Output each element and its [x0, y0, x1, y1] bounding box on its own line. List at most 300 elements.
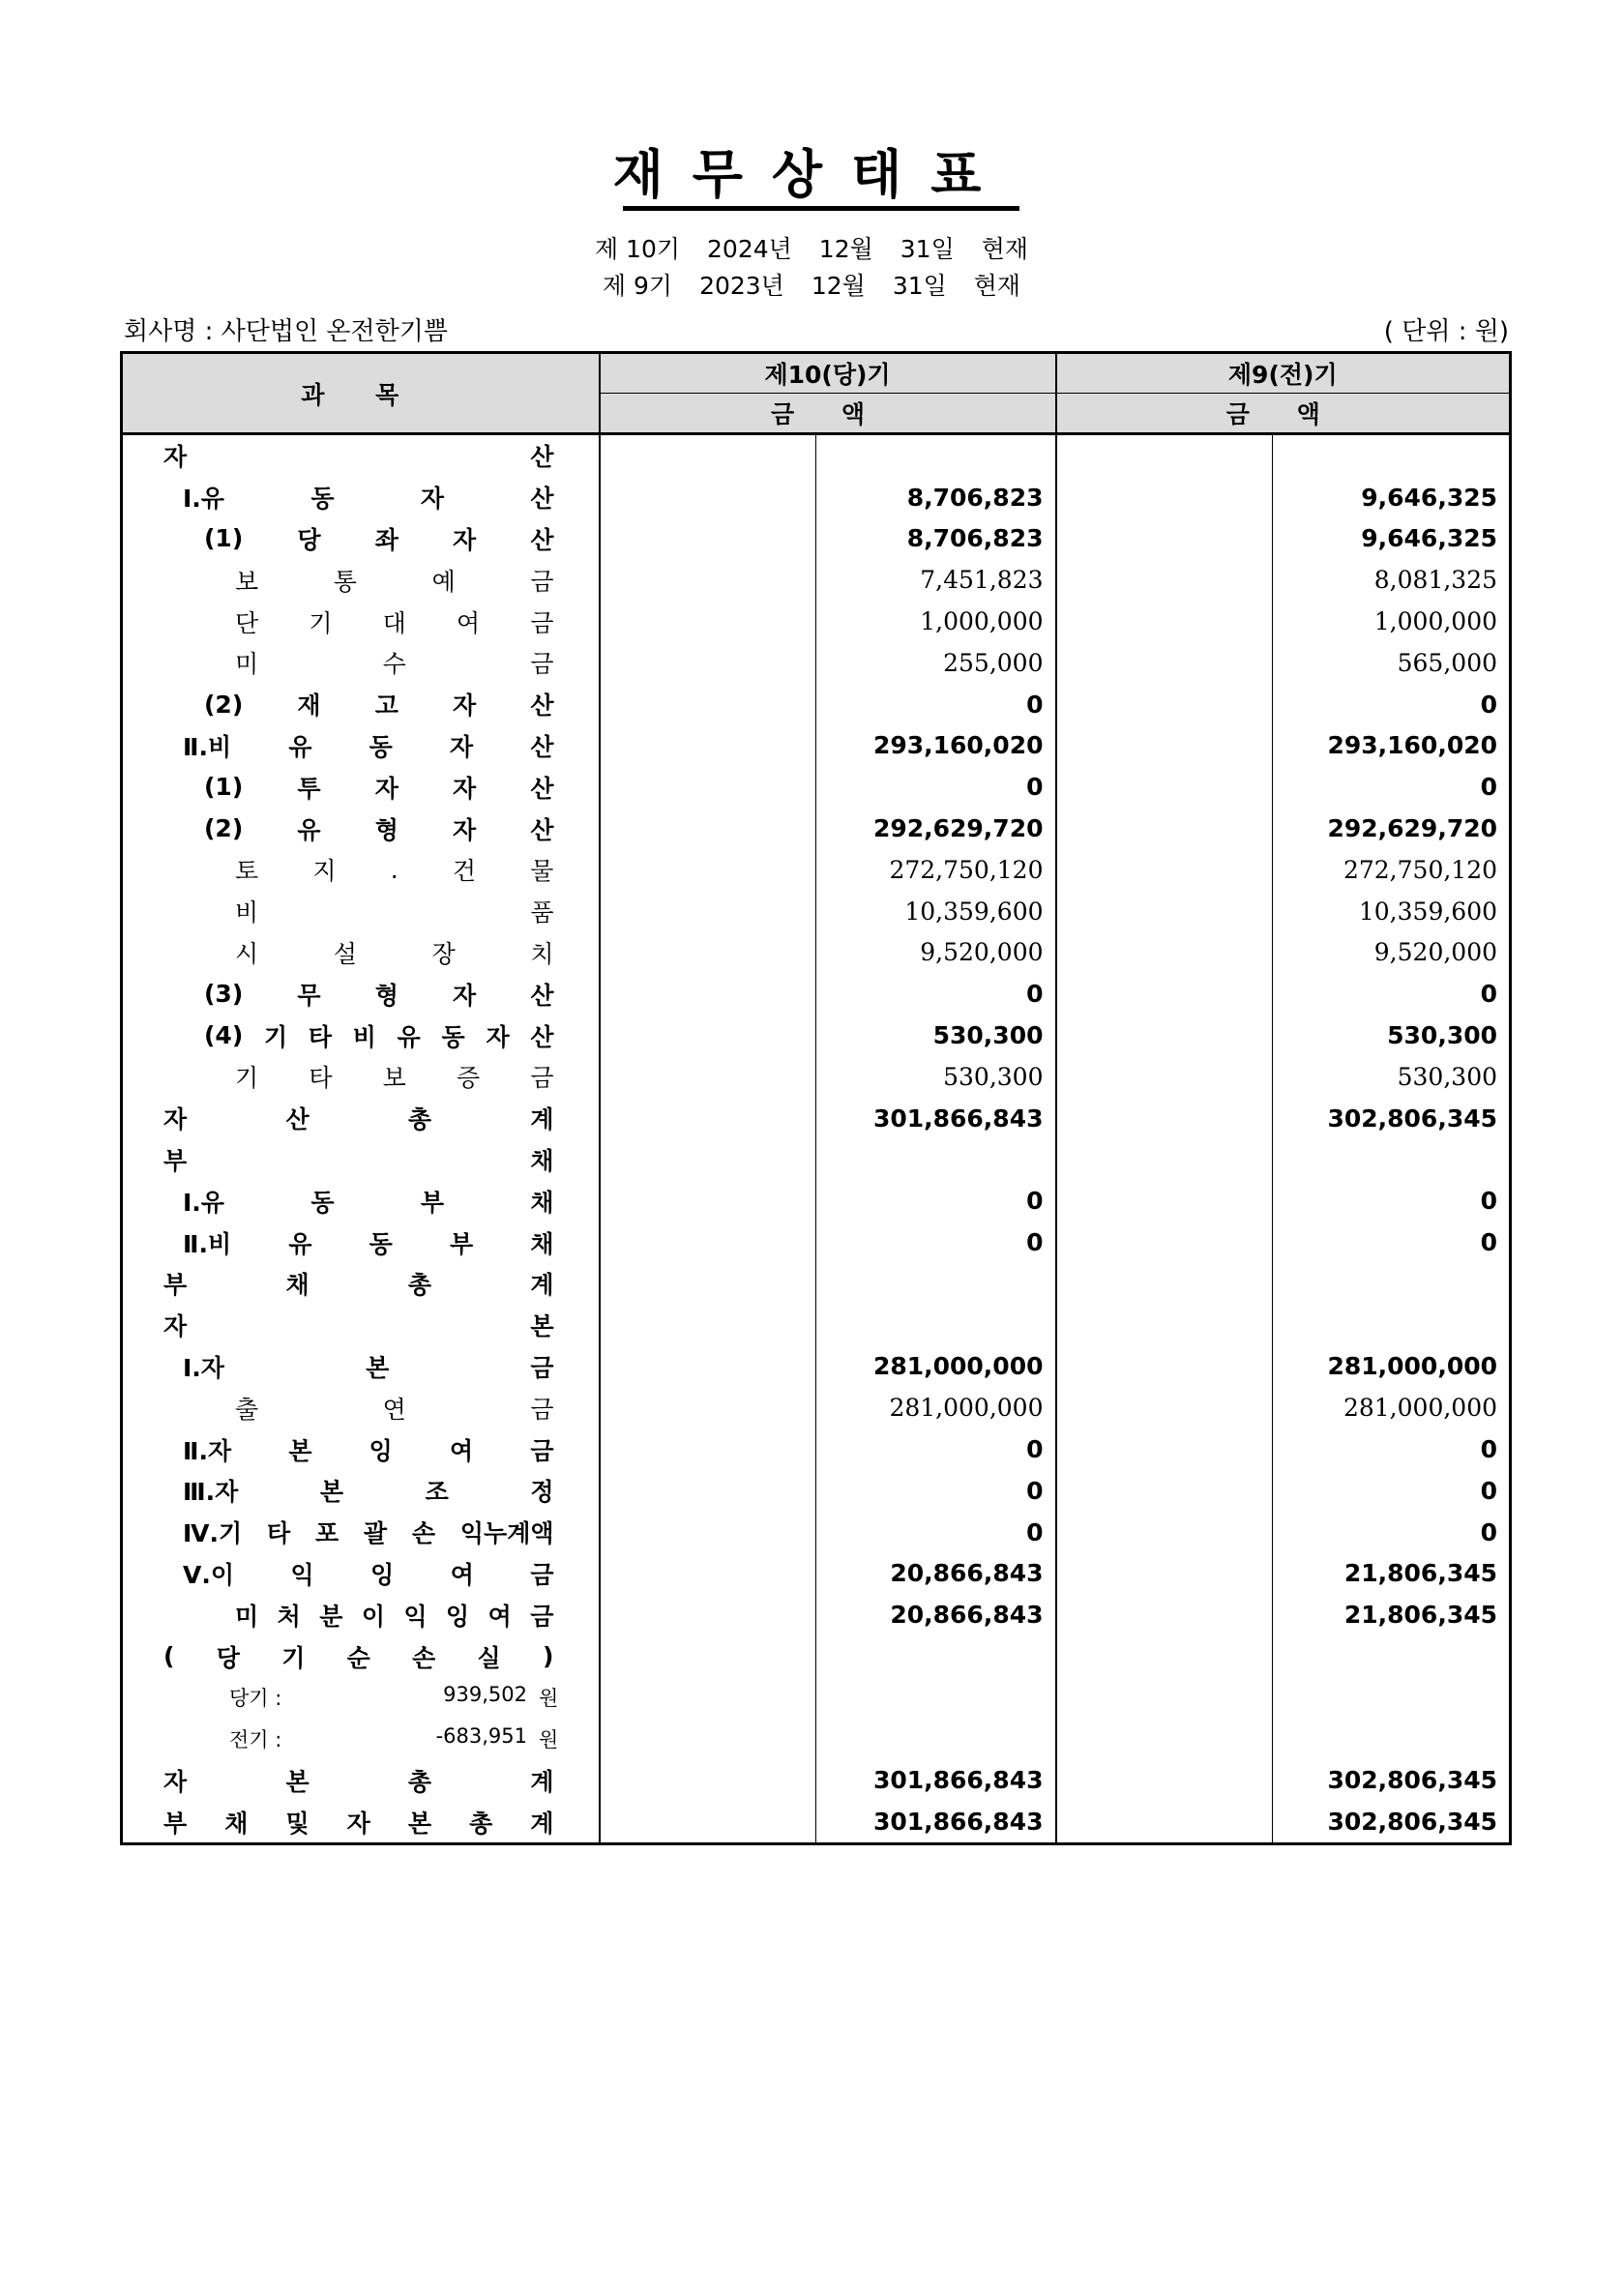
- subject-char: 산: [530, 815, 554, 844]
- subject-char: 시: [235, 939, 259, 968]
- prior-sub-cell: [1056, 1098, 1273, 1139]
- current-sub-cell: [600, 1139, 816, 1181]
- period-year: 2023년: [699, 272, 784, 300]
- subject-char: 총: [407, 1767, 432, 1796]
- subject-char: 수: [382, 650, 406, 679]
- table-row: [122, 1553, 1511, 1595]
- prior-amount: [1273, 434, 1511, 477]
- subject-char: (3): [204, 980, 244, 1009]
- page-title: 재무상태표: [612, 144, 1011, 205]
- row-subject: [122, 518, 600, 560]
- table-row: [122, 725, 1511, 767]
- subject-char: (1): [204, 524, 244, 553]
- subject-char: 출: [235, 1395, 259, 1424]
- row-subject: [122, 891, 600, 932]
- table-row: [122, 932, 1511, 974]
- prior-sub-cell: [1056, 1056, 1273, 1098]
- subject-char: 및: [285, 1809, 310, 1838]
- subject-char: 당: [297, 525, 321, 554]
- prior-amount: [1273, 1305, 1511, 1346]
- prior-amount: 10,359,600: [1273, 891, 1511, 932]
- current-amount: [816, 1263, 1056, 1305]
- subject-char: 처: [277, 1602, 301, 1631]
- prior-amount: [1273, 1139, 1511, 1181]
- current-amount: 301,866,843: [816, 1760, 1056, 1802]
- subject-char: 금: [530, 1064, 554, 1093]
- prior-sub-cell: [1056, 477, 1273, 518]
- subject-char: 채: [530, 1188, 554, 1217]
- prior-sub-cell: [1056, 932, 1273, 974]
- period-suffix: 현재: [981, 235, 1029, 263]
- subject-char: 자: [450, 732, 474, 761]
- table-row: [122, 518, 1511, 560]
- prior-amount: 0: [1273, 1428, 1511, 1470]
- prior-amount: 302,806,345: [1273, 1801, 1511, 1843]
- current-amount: [816, 1677, 1056, 1719]
- subject-char: 계: [530, 1809, 554, 1838]
- subject-char: (1): [204, 773, 244, 802]
- current-sub-cell: [600, 1098, 816, 1139]
- prior-sub-cell: [1056, 1760, 1273, 1802]
- current-sub-cell: [600, 932, 816, 974]
- note-value: 939,502: [443, 1683, 527, 1707]
- subject-char: 동: [369, 732, 393, 761]
- subject-char: 투: [297, 774, 321, 803]
- subject-char: 계: [530, 1767, 554, 1796]
- subject-char: 본: [319, 1478, 344, 1507]
- subject-char: 산: [530, 1022, 554, 1051]
- subject-char: 자: [453, 525, 477, 554]
- prior-sub-cell: [1056, 849, 1273, 891]
- row-subject: [122, 1222, 600, 1263]
- prior-amount: 9,520,000: [1273, 932, 1511, 974]
- prior-sub-cell: [1056, 1346, 1273, 1388]
- prior-amount: 272,750,120: [1273, 849, 1511, 891]
- subject-char: 예: [431, 567, 456, 596]
- current-amount: 20,866,843: [816, 1553, 1056, 1595]
- period-day: 31일: [900, 235, 955, 263]
- current-amount: 0: [816, 1512, 1056, 1553]
- current-sub-cell: [600, 1470, 816, 1512]
- subject-char: 산: [530, 981, 554, 1010]
- subject-char: 좌: [374, 525, 398, 554]
- current-sub-cell: [600, 559, 816, 601]
- subject-char: 산: [530, 692, 554, 721]
- subject-char: 보: [235, 567, 259, 596]
- current-sub-cell: [600, 434, 816, 477]
- subject-char: 익: [403, 1602, 428, 1631]
- subject-char: 동: [310, 1188, 335, 1217]
- row-subject: [122, 601, 600, 642]
- note-value: -683,951: [435, 1724, 527, 1749]
- current-amount: 0: [816, 1222, 1056, 1263]
- table-row: [122, 642, 1511, 684]
- table-row: [122, 1428, 1511, 1470]
- subject-char: Ⅱ.비: [183, 1229, 232, 1258]
- table-row: [122, 1305, 1511, 1346]
- subject-char: 부: [450, 1229, 474, 1258]
- subject-char: Ⅰ.자: [183, 1353, 224, 1382]
- table-row: [122, 1056, 1511, 1098]
- current-sub-cell: [600, 725, 816, 767]
- subject-char: 금: [530, 1602, 554, 1631]
- subject-char: 본: [366, 1353, 390, 1382]
- table-row: [122, 1512, 1511, 1553]
- current-amount: 301,866,843: [816, 1098, 1056, 1139]
- subject-char: 지: [312, 857, 337, 886]
- net-loss-note: [123, 1683, 599, 1712]
- subject-char: 미: [235, 650, 259, 679]
- subject-char: 채: [530, 1146, 554, 1175]
- prior-sub-cell: [1056, 1801, 1273, 1843]
- current-sub-cell: [600, 477, 816, 518]
- subject-char: 순: [346, 1643, 370, 1672]
- current-sub-cell: [600, 1553, 816, 1595]
- current-sub-cell: [600, 849, 816, 891]
- current-amount: 8,706,823: [816, 477, 1056, 518]
- subject-char: 총: [469, 1809, 493, 1838]
- current-amount: 1,000,000: [816, 601, 1056, 642]
- current-amount: 281,000,000: [816, 1346, 1056, 1388]
- subject-char: 설: [333, 939, 357, 968]
- current-amount: [816, 434, 1056, 477]
- prior-amount: 0: [1273, 973, 1511, 1015]
- period-term: 제 9기: [602, 272, 673, 300]
- subject-char: 증: [456, 1064, 481, 1093]
- subject-char: 당: [216, 1643, 240, 1672]
- subject-char: 유: [297, 815, 321, 844]
- subject-char: 총: [407, 1271, 432, 1300]
- current-sub-cell: [600, 808, 816, 849]
- subject-char: (2): [204, 814, 244, 843]
- current-sub-cell: [600, 1594, 816, 1635]
- subject-char: 자: [453, 774, 477, 803]
- table-row: [122, 1222, 1511, 1263]
- subject-char: ): [543, 1642, 554, 1670]
- table-row: [122, 601, 1511, 642]
- period-prior: [0, 267, 1623, 302]
- prior-amount: 0: [1273, 1222, 1511, 1263]
- subject-char: 형: [374, 981, 398, 1010]
- table-row: [122, 1180, 1511, 1222]
- row-subject: [122, 1719, 600, 1760]
- current-amount: 301,866,843: [816, 1801, 1056, 1843]
- subject-char: 부: [163, 1146, 188, 1175]
- current-amount: 0: [816, 1470, 1056, 1512]
- current-amount: 9,520,000: [816, 932, 1056, 974]
- current-amount: [816, 1305, 1056, 1346]
- prior-sub-cell: [1056, 1470, 1273, 1512]
- current-sub-cell: [600, 973, 816, 1015]
- row-subject: [122, 1512, 600, 1553]
- row-subject: [122, 1553, 600, 1595]
- period-year: 2024년: [707, 235, 792, 263]
- row-subject: [122, 1139, 600, 1181]
- subject-char: 본: [285, 1767, 310, 1796]
- subject-char: 자: [346, 1809, 370, 1838]
- row-subject: [122, 434, 600, 477]
- row-subject: [122, 1677, 600, 1719]
- subject-char: 자: [453, 815, 477, 844]
- table-row: [122, 1139, 1511, 1181]
- table-row: [122, 434, 1511, 477]
- current-sub-cell: [600, 518, 816, 560]
- subject-char: 손: [412, 1643, 436, 1672]
- prior-amount: 8,081,325: [1273, 559, 1511, 601]
- current-amount: 293,160,020: [816, 725, 1056, 767]
- prior-amount: [1273, 1719, 1511, 1760]
- header-prior-amount: 금 액: [1056, 394, 1511, 434]
- subject-char: 괄: [363, 1519, 388, 1548]
- prior-amount: 281,000,000: [1273, 1387, 1511, 1428]
- prior-sub-cell: [1056, 1139, 1273, 1181]
- row-subject: [122, 725, 600, 767]
- note-key: 당기 :: [229, 1687, 282, 1711]
- header-prior-period: 제9(전)기: [1056, 353, 1511, 394]
- current-amount: 0: [816, 684, 1056, 725]
- table-row: [122, 973, 1511, 1015]
- subject-char: 자: [163, 443, 188, 472]
- prior-amount: 21,806,345: [1273, 1553, 1511, 1595]
- subject-char: 여: [456, 608, 481, 637]
- subject-char: 자: [453, 692, 477, 721]
- subject-char: 계: [530, 1105, 554, 1134]
- subject-char: 자: [453, 981, 477, 1010]
- prior-amount: 9,646,325: [1273, 518, 1511, 560]
- current-amount: 530,300: [816, 1015, 1056, 1056]
- subject-char: 손: [411, 1519, 436, 1548]
- subject-char: 본: [288, 1436, 312, 1465]
- row-subject: [122, 684, 600, 725]
- subject-char: 물: [530, 857, 554, 886]
- row-subject: [122, 1015, 600, 1056]
- subject-char: 정: [530, 1478, 554, 1507]
- subject-char: 금: [530, 608, 554, 637]
- table-row: [122, 1677, 1511, 1719]
- prior-amount: 1,000,000: [1273, 601, 1511, 642]
- subject-char: 산: [530, 485, 554, 514]
- subject-char: 미: [235, 1602, 259, 1631]
- row-subject: [122, 1428, 600, 1470]
- row-subject: [122, 1387, 600, 1428]
- current-amount: 281,000,000: [816, 1387, 1056, 1428]
- current-amount: 0: [816, 766, 1056, 808]
- table-row: [122, 1470, 1511, 1512]
- subject-char: 금: [530, 1560, 554, 1589]
- current-amount: 0: [816, 973, 1056, 1015]
- table-row: [122, 1801, 1511, 1843]
- subject-char: 치: [530, 939, 554, 968]
- prior-sub-cell: [1056, 808, 1273, 849]
- title-underline: [623, 206, 1019, 211]
- row-subject: [122, 1801, 600, 1843]
- prior-amount: 0: [1273, 1180, 1511, 1222]
- subject-char: (: [163, 1642, 175, 1670]
- prior-sub-cell: [1056, 1222, 1273, 1263]
- row-subject: [122, 766, 600, 808]
- prior-amount: [1273, 1677, 1511, 1719]
- prior-sub-cell: [1056, 684, 1273, 725]
- subject-char: 보: [382, 1064, 406, 1093]
- table-row: [122, 849, 1511, 891]
- prior-amount: 0: [1273, 684, 1511, 725]
- prior-sub-cell: [1056, 434, 1273, 477]
- prior-sub-cell: [1056, 1553, 1273, 1595]
- subject-char: 자: [163, 1312, 188, 1341]
- current-amount: 272,750,120: [816, 849, 1056, 891]
- prior-amount: 292,629,720: [1273, 808, 1511, 849]
- current-amount: [816, 1139, 1056, 1181]
- prior-amount: 302,806,345: [1273, 1760, 1511, 1802]
- subject-char: 산: [530, 732, 554, 761]
- period-day: 31일: [892, 272, 947, 300]
- subject-char: 조: [425, 1478, 449, 1507]
- period-current: [0, 230, 1623, 265]
- subject-char: 이: [361, 1602, 385, 1631]
- header-subject: 과 목: [122, 353, 600, 434]
- row-subject: [122, 1180, 600, 1222]
- current-sub-cell: [600, 1719, 816, 1760]
- prior-amount: 0: [1273, 766, 1511, 808]
- subject-char: 타: [308, 1022, 333, 1051]
- current-sub-cell: [600, 766, 816, 808]
- current-sub-cell: [600, 1635, 816, 1677]
- current-sub-cell: [600, 1222, 816, 1263]
- prior-amount: 0: [1273, 1470, 1511, 1512]
- prior-amount: 302,806,345: [1273, 1098, 1511, 1139]
- subject-char: 잉: [370, 1560, 395, 1589]
- subject-char: 본: [407, 1809, 432, 1838]
- row-subject: [122, 1346, 600, 1388]
- subject-char: 동: [441, 1022, 465, 1051]
- prior-amount: 281,000,000: [1273, 1346, 1511, 1388]
- prior-sub-cell: [1056, 1180, 1273, 1222]
- row-subject: [122, 1760, 600, 1802]
- current-sub-cell: [600, 1305, 816, 1346]
- table-row: [122, 1346, 1511, 1388]
- subject-char: 연: [382, 1395, 406, 1424]
- subject-char: 고: [374, 692, 398, 721]
- row-subject: [122, 849, 600, 891]
- row-subject: [122, 642, 600, 684]
- table-row: [122, 1263, 1511, 1305]
- note-unit: 원: [539, 1728, 559, 1752]
- note-unit: 원: [539, 1687, 559, 1711]
- current-amount: 10,359,600: [816, 891, 1056, 932]
- row-subject: [122, 808, 600, 849]
- current-amount: 530,300: [816, 1056, 1056, 1098]
- row-subject: [122, 477, 600, 518]
- row-subject: [122, 973, 600, 1015]
- note-key: 전기 :: [229, 1728, 282, 1752]
- subject-char: 비: [235, 898, 259, 927]
- subject-char: 무: [297, 981, 321, 1010]
- prior-amount: [1273, 1635, 1511, 1677]
- subject-char: 산: [530, 525, 554, 554]
- subject-char: 장: [431, 939, 456, 968]
- subject-char: 유: [288, 732, 312, 761]
- table-row: [122, 1098, 1511, 1139]
- subject-char: 실: [477, 1643, 501, 1672]
- subject-char: 채: [285, 1271, 310, 1300]
- subject-char: 자: [486, 1022, 510, 1051]
- period-suffix: 현재: [973, 272, 1021, 300]
- subject-char: 유: [397, 1022, 421, 1051]
- subject-char: 채: [224, 1809, 249, 1838]
- prior-sub-cell: [1056, 1719, 1273, 1760]
- subject-char: 품: [530, 898, 554, 927]
- table-row: [122, 1015, 1511, 1056]
- subject-char: 금: [530, 650, 554, 679]
- row-subject: [122, 1056, 600, 1098]
- current-amount: 0: [816, 1428, 1056, 1470]
- prior-sub-cell: [1056, 973, 1273, 1015]
- company-name: 회사명 : 사단법인 온전한기쁨: [124, 317, 448, 346]
- row-subject: [122, 1305, 600, 1346]
- current-amount: 0: [816, 1180, 1056, 1222]
- current-amount: 292,629,720: [816, 808, 1056, 849]
- subject-char: 자: [163, 1105, 188, 1134]
- prior-sub-cell: [1056, 1594, 1273, 1635]
- subject-char: 익누계액: [459, 1519, 554, 1548]
- prior-amount: 21,806,345: [1273, 1594, 1511, 1635]
- subject-char: 계: [530, 1271, 554, 1300]
- row-subject: [122, 932, 600, 974]
- subject-char: 총: [407, 1105, 432, 1134]
- subject-char: Ⅲ.자: [183, 1478, 239, 1507]
- subject-char: 대: [382, 608, 406, 637]
- prior-sub-cell: [1056, 518, 1273, 560]
- prior-sub-cell: [1056, 891, 1273, 932]
- prior-amount: 293,160,020: [1273, 725, 1511, 767]
- subject-char: 부: [163, 1809, 188, 1838]
- prior-sub-cell: [1056, 1387, 1273, 1428]
- current-sub-cell: [600, 601, 816, 642]
- current-sub-cell: [600, 642, 816, 684]
- subject-char: 본: [530, 1312, 554, 1341]
- current-sub-cell: [600, 684, 816, 725]
- current-sub-cell: [600, 1015, 816, 1056]
- current-amount: [816, 1635, 1056, 1677]
- subject-char: Ⅴ.이: [183, 1560, 234, 1589]
- row-subject: [122, 1263, 600, 1305]
- subject-char: 여: [450, 1560, 474, 1589]
- subject-char: Ⅰ.유: [183, 485, 224, 514]
- row-subject: [122, 1635, 600, 1677]
- subject-char: 재: [297, 692, 321, 721]
- table-row: [122, 1635, 1511, 1677]
- prior-sub-cell: [1056, 725, 1273, 767]
- prior-sub-cell: [1056, 1263, 1273, 1305]
- header-current-period: 제10(당)기: [600, 353, 1056, 394]
- net-loss-note: [123, 1724, 599, 1753]
- table-row: [122, 559, 1511, 601]
- current-sub-cell: [600, 1346, 816, 1388]
- subject-char: Ⅱ.자: [183, 1436, 232, 1465]
- subject-char: 잉: [446, 1602, 470, 1631]
- subject-char: 타: [309, 1064, 333, 1093]
- prior-sub-cell: [1056, 559, 1273, 601]
- header-current-amount: 금 액: [600, 394, 1056, 434]
- subject-char: 금: [530, 1395, 554, 1424]
- subject-char: 익: [290, 1560, 314, 1589]
- table-row: [122, 684, 1511, 725]
- subject-char: (4): [204, 1021, 244, 1050]
- subject-char: 채: [530, 1229, 554, 1258]
- prior-amount: 530,300: [1273, 1015, 1511, 1056]
- subject-char: 금: [530, 1436, 554, 1465]
- subject-char: 기: [309, 608, 333, 637]
